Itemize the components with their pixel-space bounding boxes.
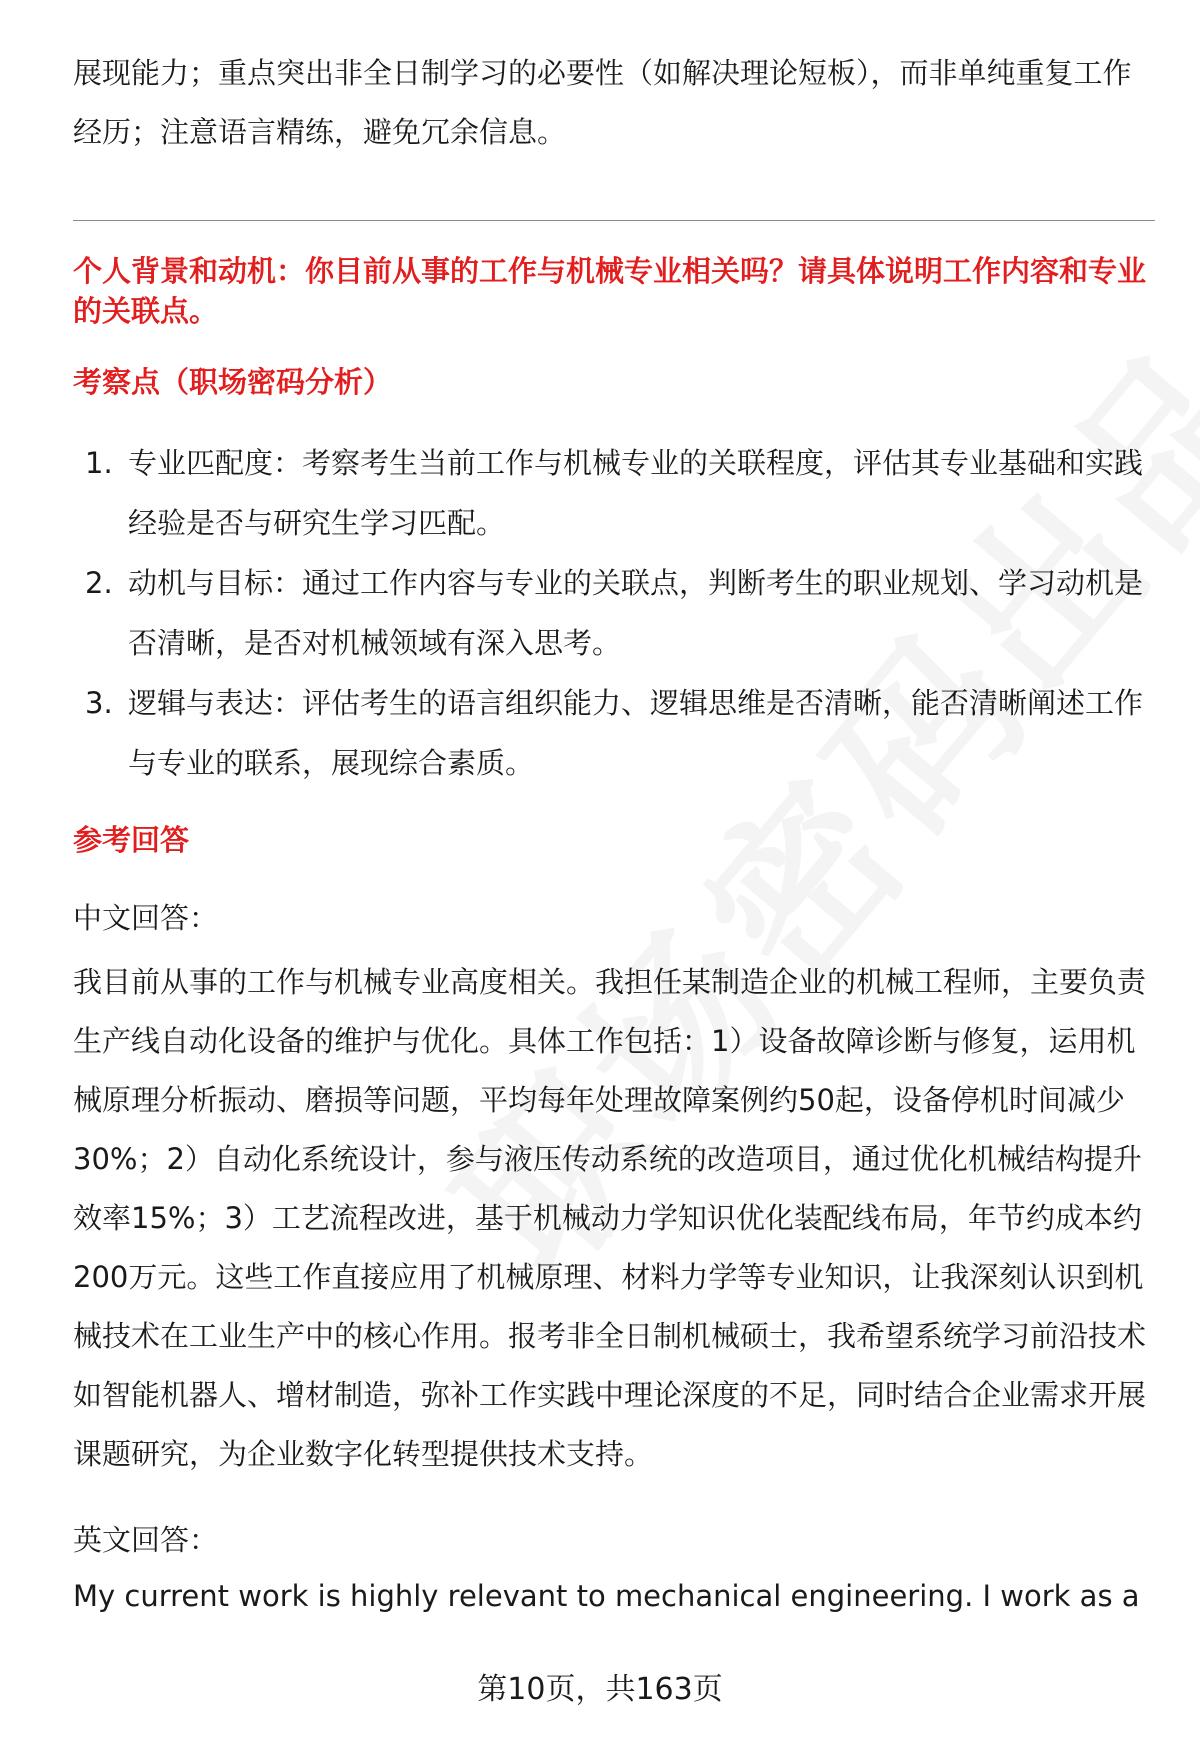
exam-points-list [73,433,1155,793]
exam-point-text: 逻辑与表达：评估考生的语言组织能力、逻辑思维是否清晰，能否清晰阐述工作与专业的联系，展现综合素质。 [128,686,1144,780]
exam-point-item [73,673,1155,793]
question-heading [73,251,1158,331]
intro-paragraph: 展现能力；重点突出非全日制学习的必要性（如解决理论短板），而非单纯重复工作经历；注意语言精练，避免冗余信息。 [73,56,1132,149]
reference-heading: 参考回答 [73,823,190,857]
chinese-answer-text: 我目前从事的工作与机械专业高度相关。我担任某制造企业的机械工程师，主要负责生产线自动化设备的维护与优化。具体工作包括：1）设备故障诊断与修复，运用机械原理分析振动、磨损等问题，平均每年处理故障案例约50起，设备停机时间减少30%；2）自动化系统设计，参与液压传动系统的改造项目，通过优化机械结构提升效率15%；3）工艺流程改进，基于机械动力学知识优化装配线布局，年节约成本约200万元。这些工作直接应用了机械原理、材料力学等专业知识，让我深刻认识到机械技术在工业生产中的核心作用。报考非全日制机械硕士，我希望系统学习前沿技术如智能机器人、增材制造，弥补工作实践中理论深度的不足，同时结合企业需求开展课题研究，为企业数字化转型提供技术支持。 [73,965,1147,1471]
english-answer-text: My current work is highly relevant to mechanical engineering. I work as a [73,1579,1140,1613]
exam-point-item [73,553,1155,673]
section-divider [73,220,1155,221]
exam-point-item [73,433,1155,553]
exam-point-text: 专业匹配度：考察考生当前工作与机械专业的关联程度，评估其专业基础和实践经验是否与研究生学习匹配。 [128,446,1144,540]
exam-point-number: 1. [85,446,113,480]
exam-point-number: 2. [85,566,113,600]
chinese-answer-label: 中文回答： [73,901,219,935]
english-answer-label: 英文回答： [73,1523,219,1557]
page-number: 第10页，共163页 [477,1672,723,1707]
question-text: 你目前从事的工作与机械专业相关吗？请具体说明工作内容和专业的关联点。 [73,254,1147,328]
exam-points-heading: 考察点（职场密码分析） [73,365,393,399]
exam-point-text: 动机与目标：通过工作内容与专业的关联点，判断考生的职业规划、学习动机是否清晰，是否对机械领域有深入思考。 [128,566,1144,660]
question-category: 个人背景和动机： [73,254,306,288]
exam-point-number: 3. [85,686,113,720]
